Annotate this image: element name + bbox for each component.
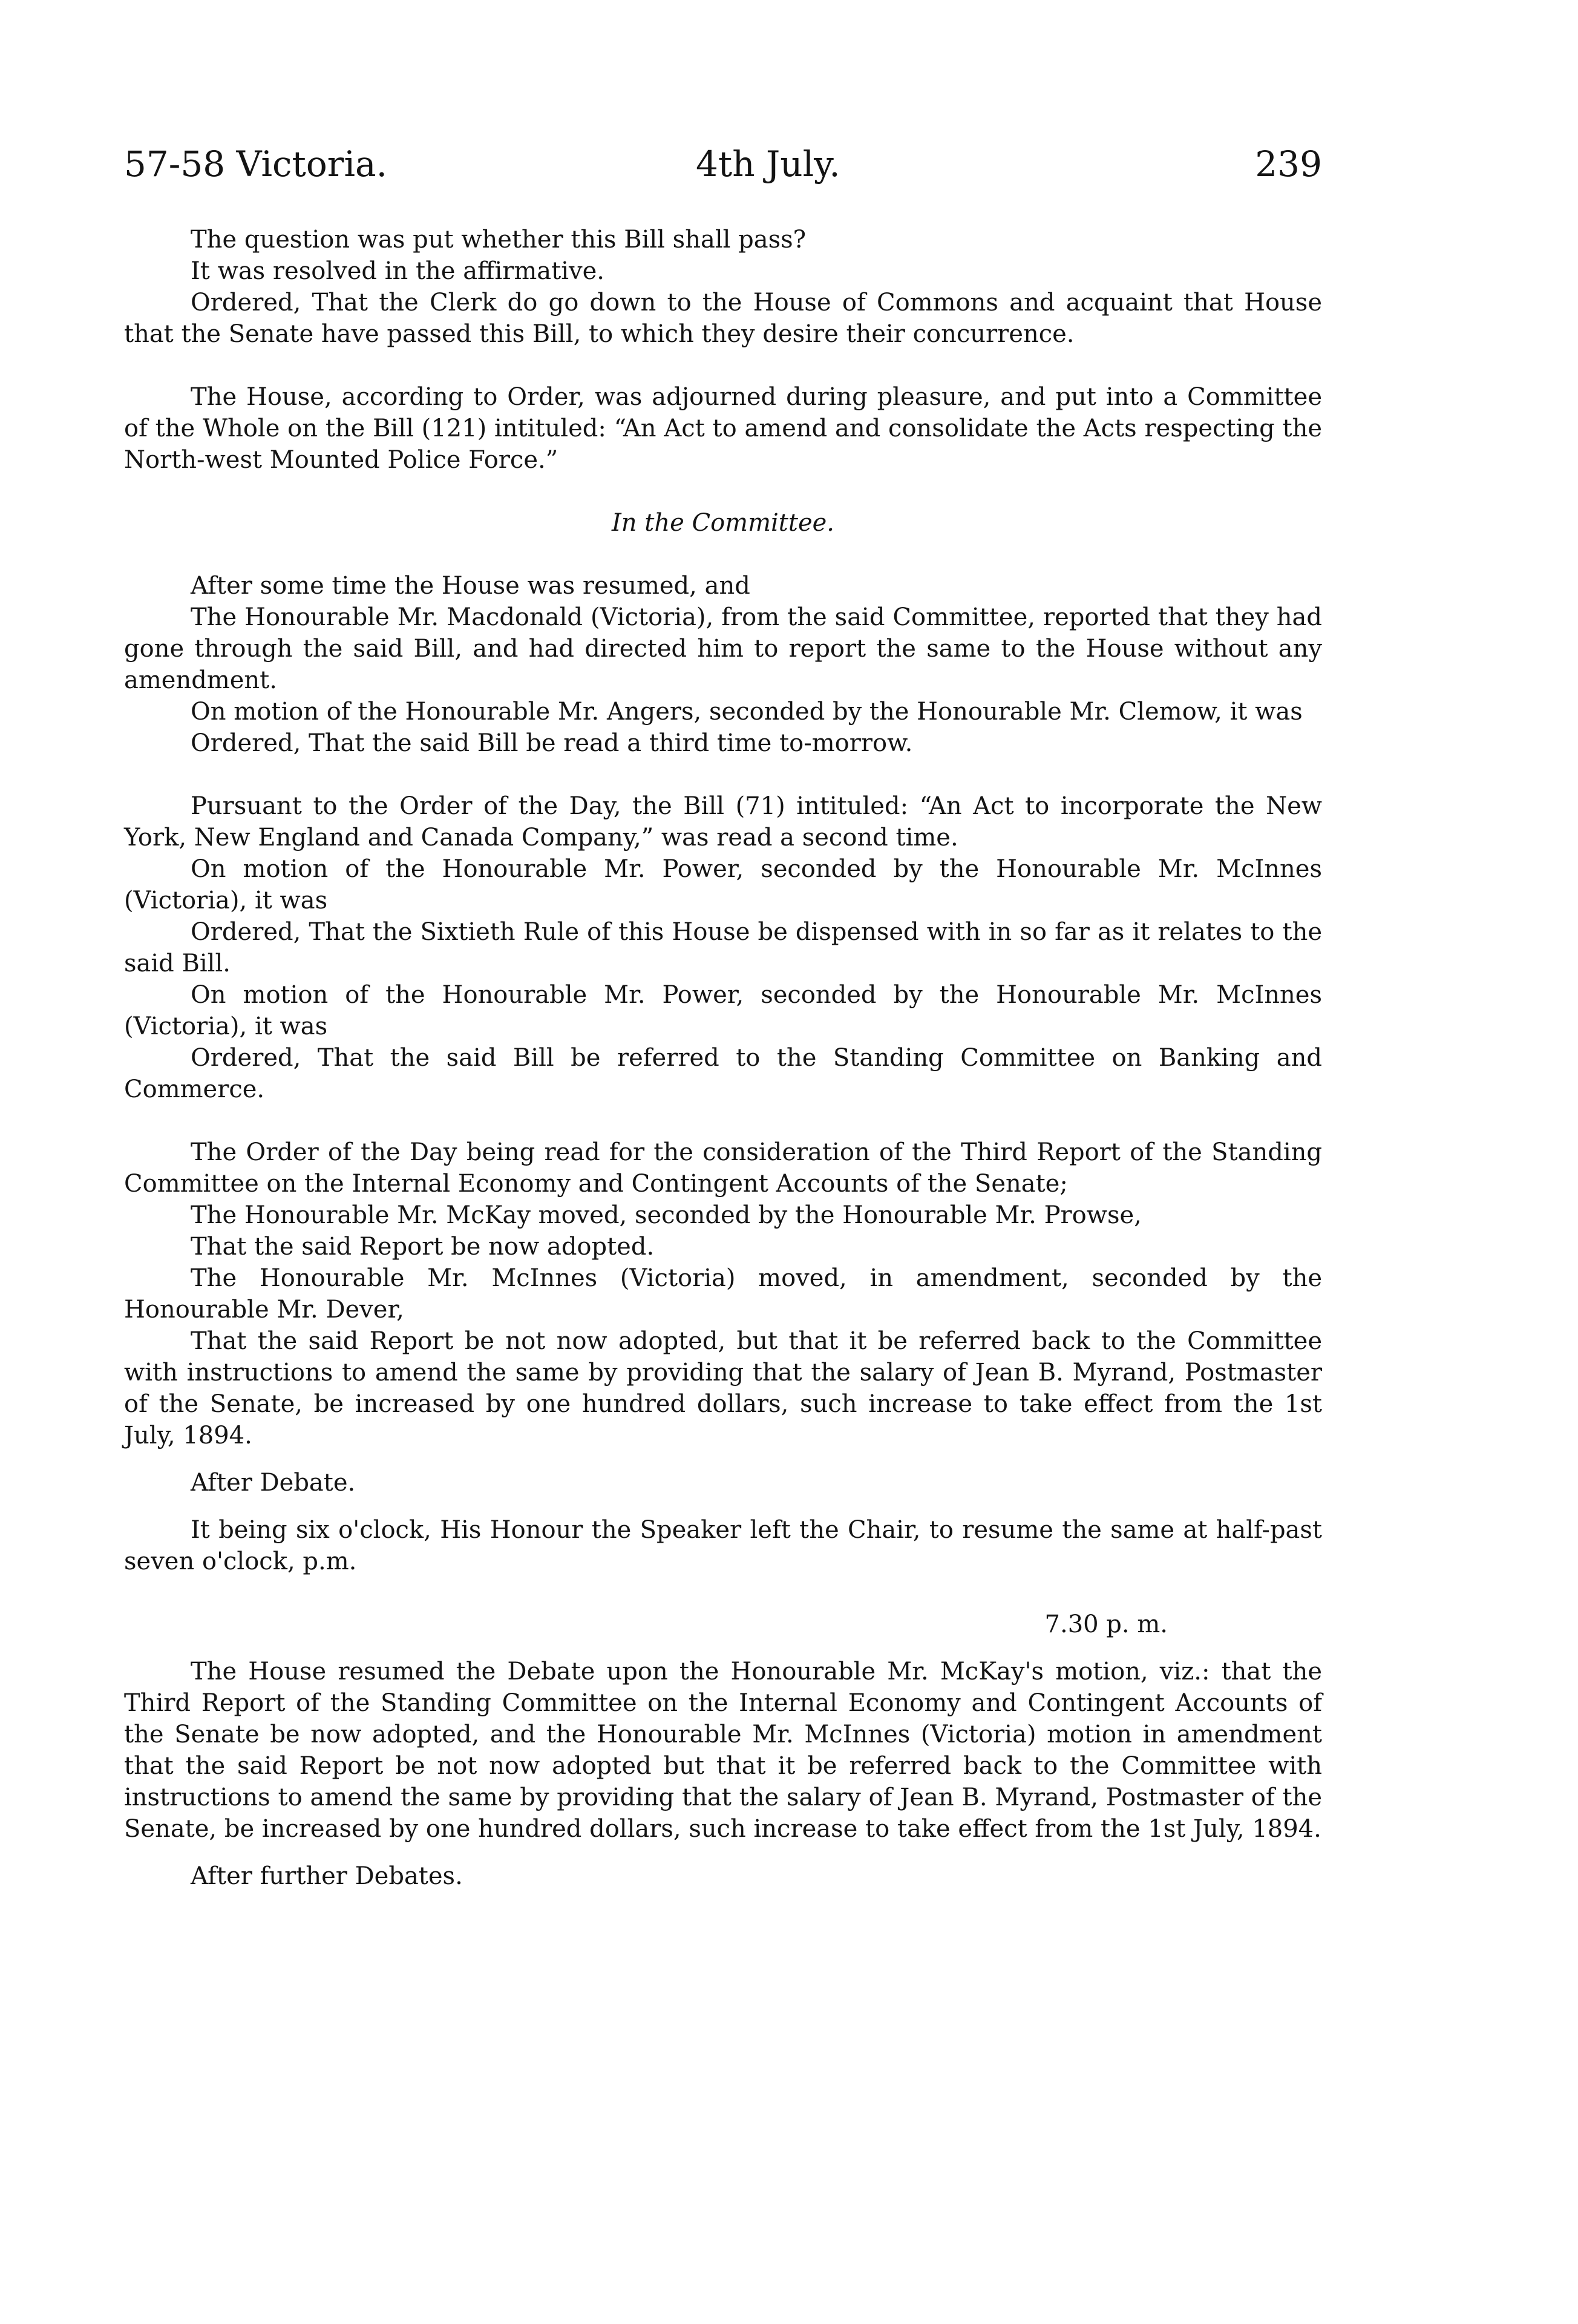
paragraph-house-resumed: After some time the House was resumed, and [191, 572, 750, 600]
paragraph-committee-of-whole: The House, according to Order, was adjourned during pleasure, and put into a Committee of the Whole on the Bill (121) intituled: “An Act to amend and consolidate the Acts respecting the North-west Mounted Police Force.” [124, 383, 1322, 474]
paragraph-motion-power-2: On motion of the Honourable Mr. Power, seconded by the Honourable Mr. McInnes (Victoria), it was [124, 981, 1322, 1040]
page-number: 239 [1255, 143, 1322, 185]
paragraph-motion-angers: On motion of the Honourable Mr. Angers, seconded by the Honourable Mr. Clemow, it was [191, 698, 1303, 726]
time-stamp: 7.30 p. m. [1044, 1610, 1168, 1638]
paragraph-amendment-text: That the said Report be not now adopted, but that it be referred back to the Committee with instructions to amend the same by providing that the salary of Jean B. Myrand, Postmaster of the Senate, be increased by one hundred dollars, such increase to take effect from the 1st July, 1894. [124, 1327, 1322, 1449]
section-heading-in-committee: In the Committee. [611, 509, 835, 537]
paragraph-report-adopted: That the said Report be now adopted. [191, 1233, 655, 1261]
paragraph-bill-71-second-reading: Pursuant to the Order of the Day, the Bill (71) intituled: “An Act to incorporate the New York, New England and Canada Company,” was read a second time. [124, 792, 1322, 852]
paragraph-debate-resumed: The House resumed the Debate upon the Honourable Mr. McKay's motion, viz.: that the Third Report of the Standing Committee on the Internal Economy and Contingent Accounts of the Senate be now adopted, and the Honourable Mr. McInnes (Victoria) motion in amendment that the said Report be not now adopted but that it be referred back to the Committee with instructions to amend the same by providing that the salary of Jean B. Myrand, Postmaster of the Senate, be increased by one hundred dollars, such increase to take effect from the 1st July, 1894. [124, 1658, 1322, 1843]
paragraph-six-oclock: It being six o'clock, His Honour the Speaker left the Chair, to resume the same at half-past seven o'clock, p.m. [124, 1516, 1322, 1575]
paragraph-ordered-third-reading: Ordered, That the said Bill be read a third time to-morrow. [191, 729, 913, 757]
paragraph-question-put: The question was put whether this Bill shall pass? [191, 226, 807, 254]
paragraph-macdonald-report: The Honourable Mr. Macdonald (Victoria), from the said Committee, reported that they had gone through the said Bill, and had directed him to report the same to the House without any amendment. [124, 603, 1322, 694]
paragraph-mcinnes-amendment: The Honourable Mr. McInnes (Victoria) moved, in amendment, seconded by the Honourable Mr. Dever, [124, 1264, 1322, 1324]
paragraph-ordered-banking-committee: Ordered, That the said Bill be referred to the Standing Committee on Banking and Commerce. [124, 1044, 1322, 1103]
page-header [124, 137, 1322, 191]
paragraph-mckay-moved: The Honourable Mr. McKay moved, seconded by the Honourable Mr. Prowse, [191, 1201, 1142, 1229]
paragraph-motion-power-1: On motion of the Honourable Mr. Power, seconded by the Honourable Mr. McInnes (Victoria), it was [124, 855, 1322, 914]
paragraph-order-of-day-third-report: The Order of the Day being read for the consideration of the Third Report of the Standing Committee on the Internal Economy and Contingent Accounts of the Senate; [124, 1138, 1322, 1198]
header-session: 57-58 Victoria. [124, 143, 388, 185]
paragraph-after-further-debates: After further Debates. [191, 1862, 463, 1890]
paragraph-ordered-clerk: Ordered, That the Clerk do go down to the House of Commons and acquaint that House that the Senate have passed this Bill, to which they desire their concurrence. [124, 289, 1322, 348]
journal-body [124, 224, 1322, 1892]
paragraph-ordered-sixtieth-rule: Ordered, That the Sixtieth Rule of this House be dispensed with in so far as it relates to the said Bill. [124, 918, 1322, 977]
paragraph-after-debate: After Debate. [191, 1469, 356, 1497]
header-date: 4th July. [696, 143, 840, 185]
paragraph-resolved: It was resolved in the affirmative. [191, 257, 605, 285]
